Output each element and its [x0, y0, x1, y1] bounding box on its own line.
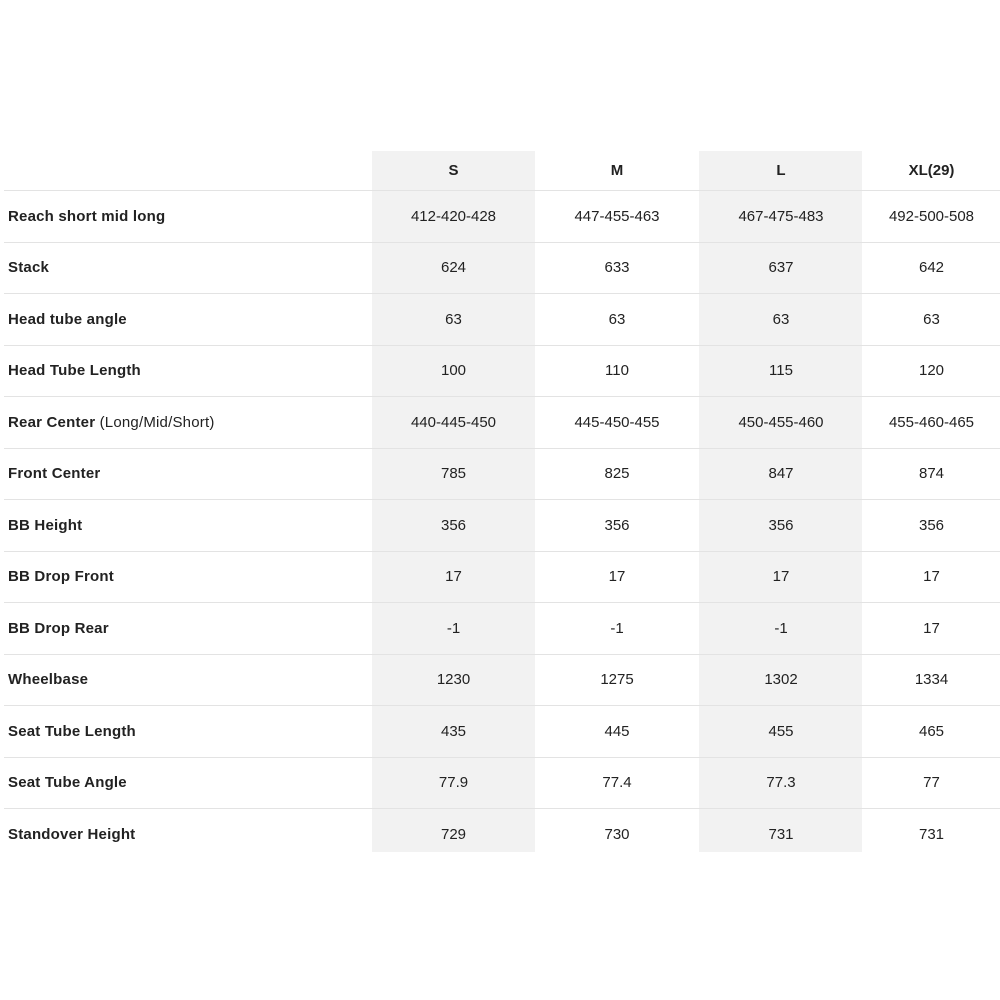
row-label	[4, 517, 372, 534]
row-label-text: Wheelbase	[8, 671, 89, 689]
cell-s: 435	[440, 722, 467, 740]
cell-xl: 465	[918, 722, 945, 740]
cell-l: 17	[772, 568, 790, 586]
cell-m: 447-455-463	[574, 207, 660, 225]
row-label-extra: (Long/Mid/Short)	[95, 413, 215, 431]
cell-m: 17	[608, 568, 626, 586]
row-label-text: Front Center	[8, 465, 101, 483]
cell-m: 356	[604, 516, 630, 534]
row-label-text: Stack	[8, 259, 50, 277]
row-label-text: Rear Center	[8, 413, 96, 431]
row-label	[4, 620, 372, 637]
row-label-text: Seat Tube Angle	[8, 774, 127, 792]
table-row	[4, 294, 1000, 346]
column-header-xl: XL(29)	[908, 162, 955, 179]
row-label	[4, 362, 372, 379]
cell-xl: 17	[923, 619, 940, 637]
cell-l: 467-475-483	[738, 207, 824, 225]
cell-xl: 17	[923, 568, 940, 586]
cell-xl: 120	[918, 362, 945, 380]
row-label-text: BB Height	[8, 516, 83, 534]
cell-s: 17	[445, 568, 462, 586]
row-label-text: BB Drop Front	[8, 568, 114, 586]
geometry-table	[4, 151, 1000, 859]
cell-m: 825	[604, 465, 630, 483]
cell-xl: 492-500-508	[888, 207, 975, 225]
row-label	[4, 723, 372, 740]
cell-s: 356	[440, 516, 467, 534]
row-label-text: BB Drop Rear	[8, 619, 109, 637]
table-row	[4, 706, 1000, 758]
column-header-l: L	[776, 162, 786, 179]
cell-m: 445	[604, 722, 630, 740]
cell-xl: 455-460-465	[888, 413, 975, 431]
cell-l: 637	[768, 259, 794, 277]
cell-m: 77.4	[602, 774, 632, 792]
row-label	[4, 465, 372, 482]
cell-s: 63	[445, 310, 462, 328]
cell-m: -1	[610, 619, 624, 637]
cell-s: 1230	[436, 671, 471, 689]
cell-l: 63	[772, 310, 790, 328]
cell-s: 77.9	[438, 774, 469, 792]
cell-xl: 731	[918, 825, 945, 843]
row-label-text: Standover Height	[8, 825, 136, 843]
table-row	[4, 809, 1000, 859]
table-body	[4, 191, 1000, 859]
cell-l: 450-455-460	[738, 413, 824, 431]
cell-l: 77.3	[766, 774, 796, 792]
row-label	[4, 774, 372, 791]
cell-s: -1	[446, 619, 461, 637]
cell-s: 785	[440, 465, 467, 483]
cell-l: 356	[768, 516, 794, 534]
cell-l: 847	[768, 465, 794, 483]
table-row	[4, 758, 1000, 810]
row-label	[4, 208, 372, 225]
row-label-text: Reach short mid long	[8, 207, 166, 225]
cell-s: 440-445-450	[410, 413, 497, 431]
cell-xl: 874	[918, 465, 945, 483]
cell-xl: 77	[923, 774, 940, 792]
cell-m: 110	[605, 362, 629, 380]
row-label-text: Head Tube Length	[8, 362, 141, 380]
cell-l: 731	[768, 825, 794, 843]
table-row	[4, 346, 1000, 398]
cell-xl: 642	[918, 259, 945, 277]
table-row	[4, 191, 1000, 243]
row-label	[4, 568, 372, 585]
cell-m: 633	[604, 259, 630, 277]
cell-xl: 356	[918, 516, 945, 534]
table-header-row	[4, 151, 1000, 191]
table-row	[4, 500, 1000, 552]
cell-m: 1275	[600, 671, 634, 689]
cell-l: 455	[768, 722, 794, 740]
cell-s: 624	[440, 259, 467, 277]
cell-l: -1	[774, 619, 788, 637]
row-label	[4, 311, 372, 328]
row-label	[4, 671, 372, 688]
table-row	[4, 397, 1000, 449]
cell-m: 63	[608, 310, 626, 328]
cell-xl: 63	[923, 310, 940, 328]
cell-s: 729	[440, 825, 467, 843]
column-header-m: M	[610, 162, 624, 179]
row-label-text: Head tube angle	[8, 310, 127, 328]
cell-s: 100	[440, 362, 467, 380]
table-row	[4, 552, 1000, 604]
cell-m: 730	[604, 825, 630, 843]
row-label	[4, 414, 372, 431]
cell-m: 445-450-455	[574, 413, 660, 431]
row-label	[4, 259, 372, 276]
row-label-text: Seat Tube Length	[8, 722, 136, 740]
table-row	[4, 603, 1000, 655]
row-label	[4, 826, 372, 843]
cell-l: 115	[769, 362, 793, 380]
cell-s: 412-420-428	[410, 207, 497, 225]
table-row	[4, 449, 1000, 501]
table-row	[4, 243, 1000, 295]
cell-xl: 1334	[914, 671, 949, 689]
column-header-s: S	[448, 162, 459, 179]
table-row	[4, 655, 1000, 707]
cell-l: 1302	[764, 671, 798, 689]
